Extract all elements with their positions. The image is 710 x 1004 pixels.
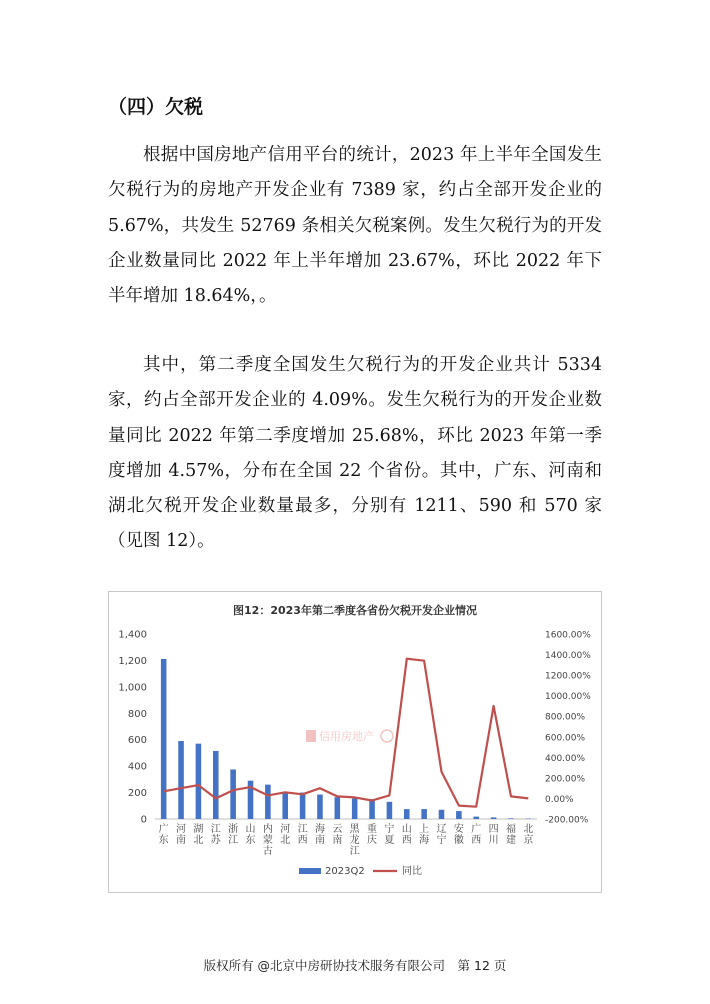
bar [404,809,410,819]
right-axis-tick-label: 1200.00% [545,671,591,682]
x-axis-tick-label: 四川 [488,824,499,846]
bar [317,795,323,819]
left-axis-tick-label: 1,200 [118,655,147,667]
left-axis-tick-label: 400 [127,761,147,773]
x-axis-tick-label: 辽宁 [436,824,447,846]
x-axis-tick-label: 海南 [314,824,325,846]
left-axis-tick-label: 1,400 [118,629,147,641]
bar [161,659,167,819]
right-axis-tick-label: -200.00% [545,815,589,826]
chart-frame [108,591,602,893]
x-axis-tick-label: 安徽 [453,824,464,846]
page-footer: 版权所有 @北京中房研协技术服务有限公司 第 12 页 [203,958,507,973]
paragraph-2: 其中，第二季度全国发生欠税行为的开发企业共计 5334 家，约占全部开发企业的 4.09%。发生欠税行为的开发企业数量同比 2022 年第二季度增加 25.68%，环比 2023 年第一季度增加 4.57%，分布在全国 22 个省份。其中，广东、河南和湖北欠税开发企业数量最多，分别有 1211、590 和 570 家（见图 12）。 [108,355,602,552]
right-axis-tick-label: 0.00% [545,794,574,805]
right-axis-tick-label: 600.00% [545,733,586,744]
left-axis-tick-label: 1,000 [118,682,147,694]
bar [282,792,288,819]
section-heading: （四）欠税 [108,96,204,118]
x-axis-tick-label: 浙江 [228,824,239,846]
right-axis-tick-label: 1600.00% [545,630,591,641]
x-axis-tick-label: 山西 [401,824,412,846]
bar [265,785,271,819]
x-axis-tick-label: 山东 [245,824,256,846]
watermark-logo [306,729,393,743]
bar [439,810,445,819]
paragraph-1: 根据中国房地产信用平台的统计，2023 年上半年全国发生欠税行为的房地产开发企业有 7389 家，约占全部开发企业的 5.67%，共发生 52769 条相关欠税案例。发生欠税行为的开发企业数量同比 2022 年上半年增加 23.67%，环比 2022 年下半年增加 18.64%，。 [108,145,602,307]
svg-text:信用房地产: 信用房地产 [319,730,374,743]
bar [456,811,462,819]
left-axis-tick-label: 800 [127,708,147,720]
bar [196,744,202,819]
bar [491,817,497,819]
left-axis-tick-label: 200 [127,788,147,800]
right-axis-tick-label: 200.00% [545,774,586,785]
x-axis-tick-label: 广东 [158,824,169,846]
x-axis-tick-label: 河南 [176,824,187,846]
x-axis-tick-label: 宁夏 [384,824,395,846]
right-axis-tick-label: 1000.00% [545,692,591,703]
right-axis-tick-label: 400.00% [545,753,586,764]
bar [230,769,236,819]
x-axis-tick-label: 内蒙古 [262,824,273,857]
left-axis-tick-label: 0 [140,814,147,826]
bar [300,793,306,819]
x-axis-tick-label: 黑龙江 [349,824,360,857]
x-axis-tick-label: 湖北 [193,824,204,846]
legend-label-bar: 2023Q2 [325,866,365,877]
x-axis-tick-label: 上海 [419,824,430,846]
bar [473,817,479,819]
bar [387,802,393,819]
x-axis-tick-label: 福建 [505,824,516,846]
bar [369,799,375,819]
x-axis-tick-label: 重庆 [367,824,378,846]
right-axis-tick-label: 1400.00% [545,651,591,662]
bar [178,741,184,819]
legend-swatch-bar [299,868,321,874]
x-axis-tick-label: 河北 [280,824,291,846]
x-axis-tick-label: 云南 [332,824,343,846]
legend-label-line: 同比 [402,866,422,877]
chart-svg [109,592,601,892]
x-axis-tick-label: 江苏 [210,824,221,846]
bar [508,818,514,819]
bar [421,809,427,819]
left-axis-tick-label: 600 [127,735,147,747]
bar [352,799,358,819]
right-axis-tick-label: 800.00% [545,712,586,723]
bar [335,797,341,819]
x-axis-tick-label: 北京 [523,824,534,846]
x-axis-tick-label: 江西 [297,824,308,846]
chart-title: 图12：2023年第二季度各省份欠税开发企业情况 [233,604,477,617]
x-axis-tick-label: 广西 [471,824,482,846]
bar [213,751,219,819]
